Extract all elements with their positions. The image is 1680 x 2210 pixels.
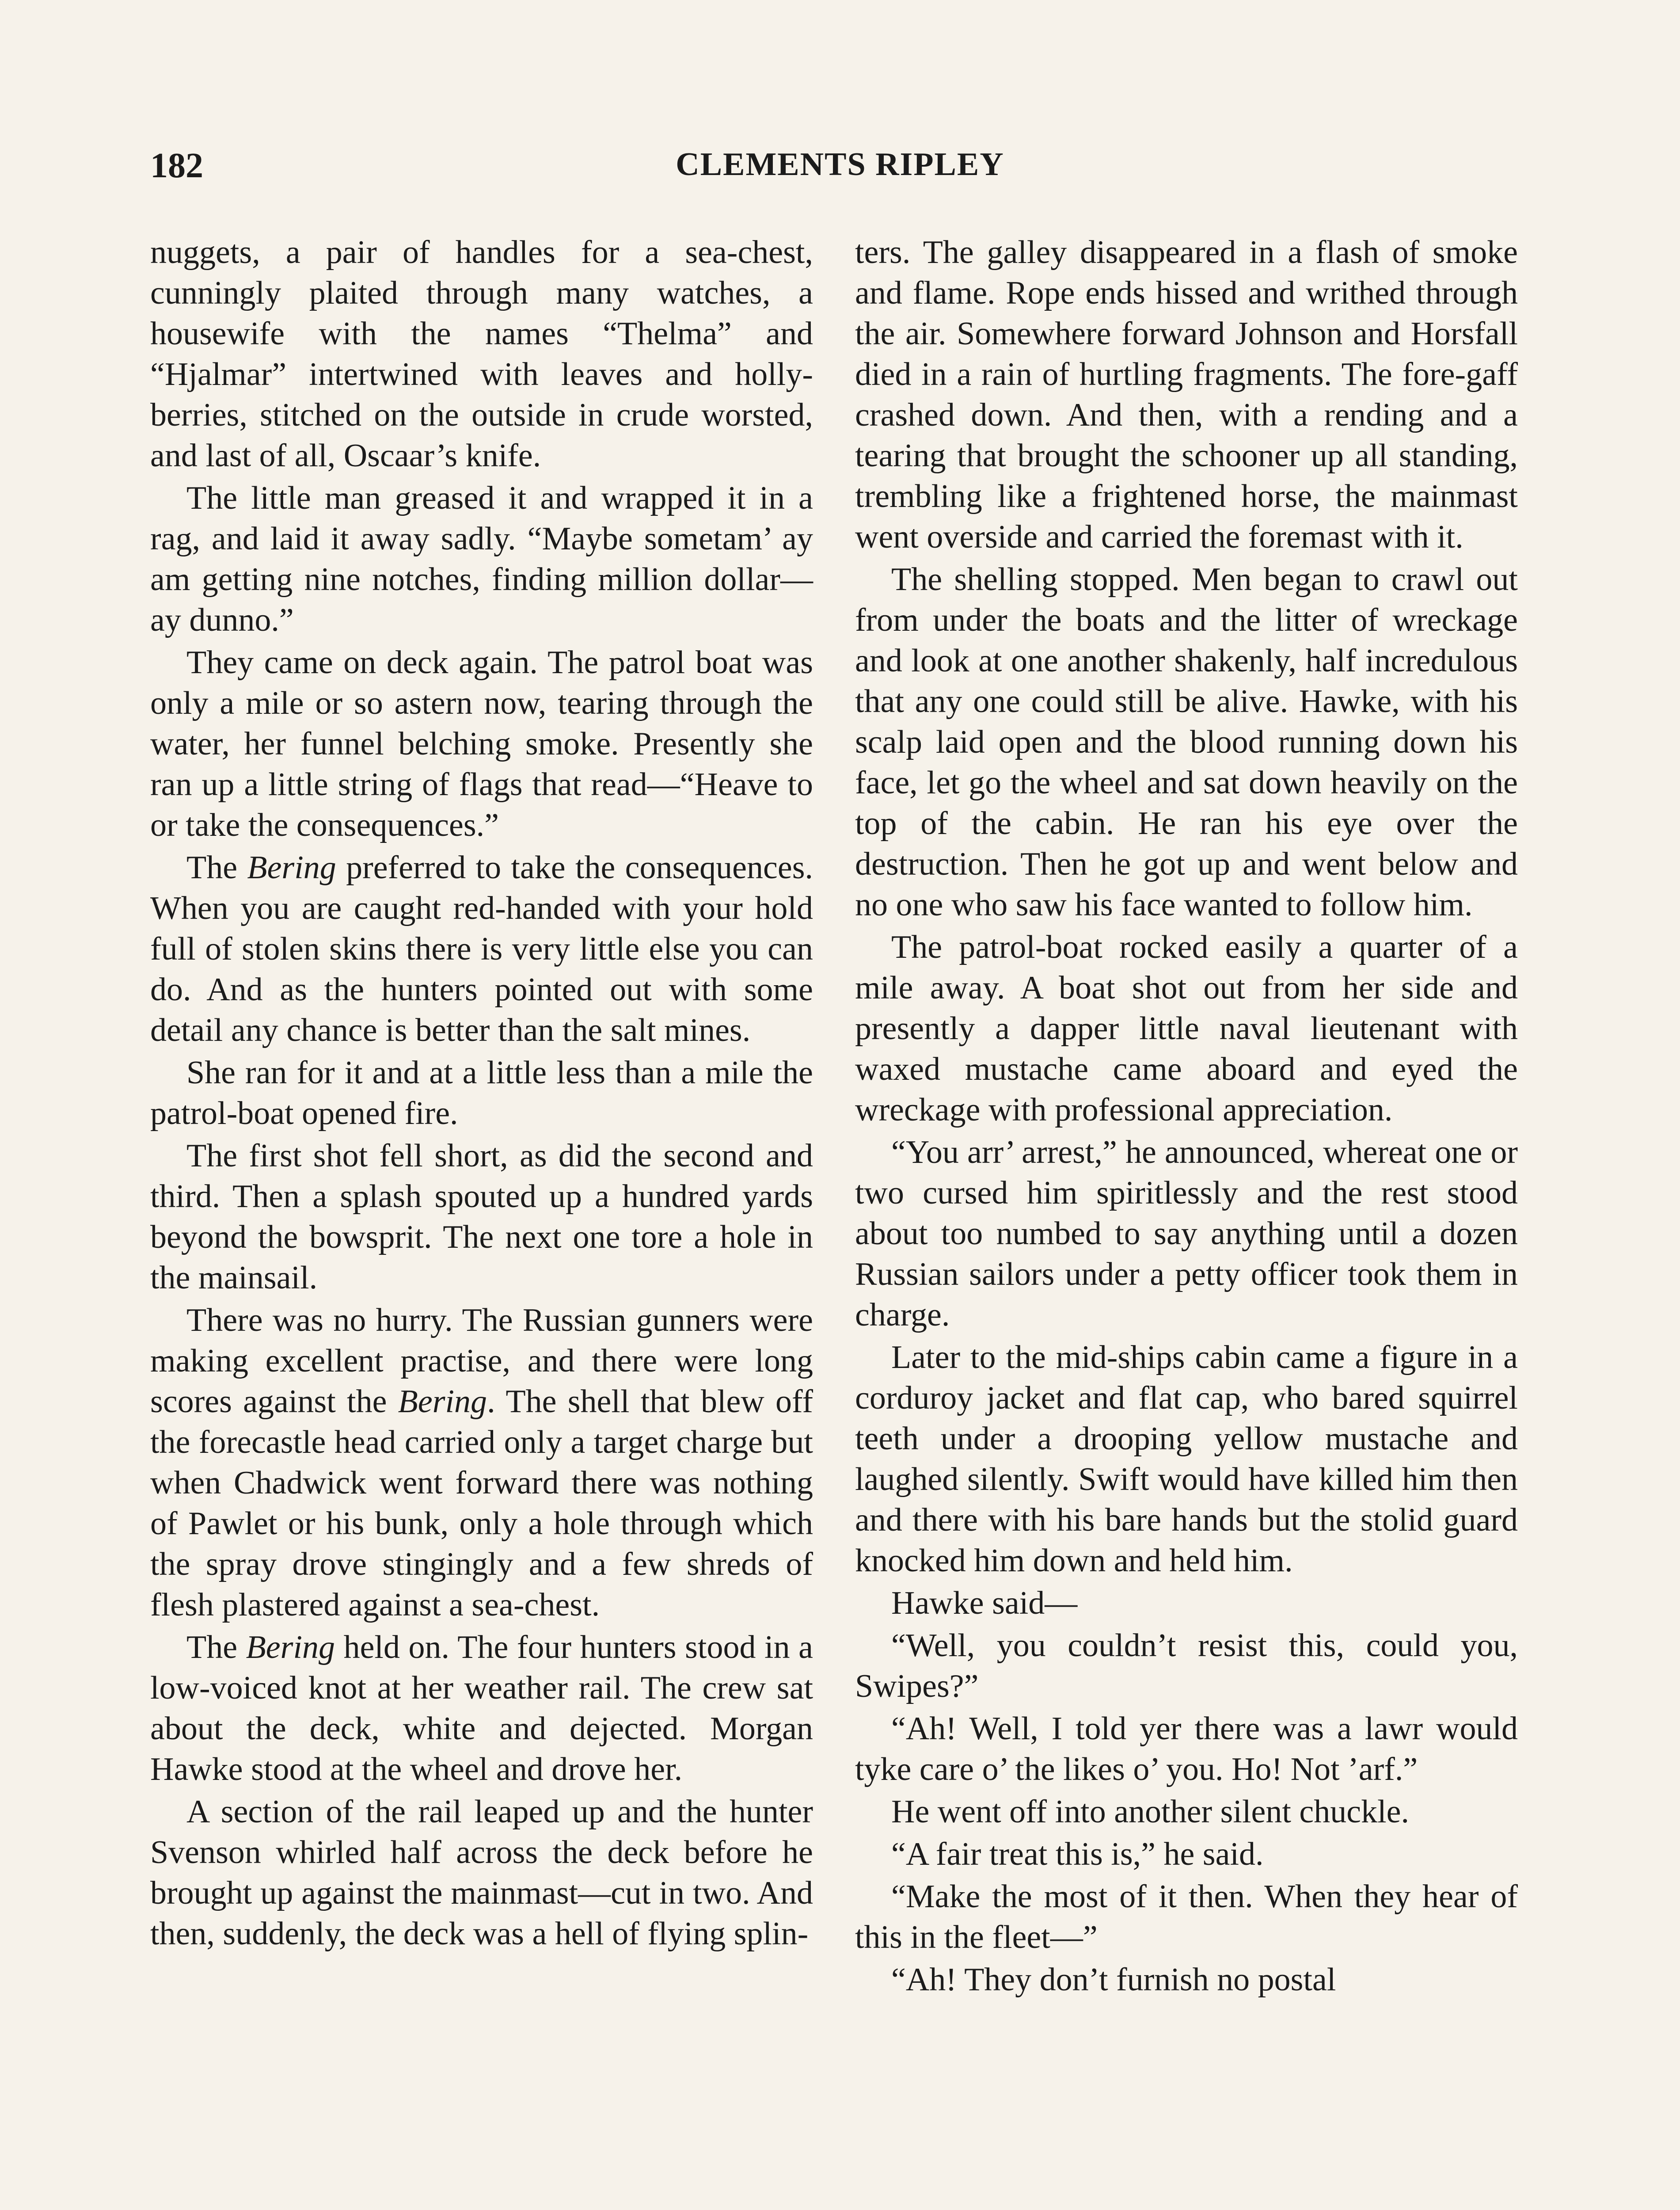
paragraph: The little man greased it and wrapped it in a rag, and laid it away sadly. “Maybe sometam’ ay am getting nine notches, finding million dollar—ay dunno.” (150, 480, 813, 638)
paragraph: The Bering held on. The four hunters stood in a low-voiced knot at her weather rail. The crew sat about the deck, white and dejected. Morgan Hawke stood at the wheel and drove her. (150, 1629, 813, 1787)
page-header (150, 146, 1530, 190)
paragraph: The Bering preferred to take the consequences. When you are caught red-handed with your hold full of stolen skins there is very little else you can do. And as the hunters pointed out with some detail any chance is better than the salt mines. (150, 850, 813, 1048)
paragraph: “Ah! Well, I told yer there was a lawr would tyke care o’ the likes o’ you. Ho! Not ’arf.” (855, 1711, 1518, 1787)
right-column (855, 232, 1518, 2002)
paragraph: “Ah! They don’t furnish no postal (891, 1962, 1336, 1998)
paragraph: “Well, you couldn’t resist this, could you, Swipes?” (855, 1627, 1518, 1704)
paragraph: There was no hurry. The Russian gunners were making excellent practise, and there were long scores against the Bering. The shell that blew off the forecastle head carried only a target charge but when Chadwick went forward there was nothing of Pawlet or his bunk, only a hole through which the spray drove stingingly and a few shreds of flesh plastered against a sea-chest. (150, 1302, 813, 1623)
paragraph: “A fair treat this is,” he said. (891, 1836, 1264, 1872)
paragraph: “Make the most of it then. When they hear of this in the fleet—” (855, 1878, 1518, 1955)
paragraph: He went off into another silent chuckle. (891, 1794, 1410, 1830)
running-head: CLEMENTS RIPLEY (676, 146, 1004, 183)
paragraph: They came on deck again. The patrol boat was only a mile or so astern now, tearing through the water, her funnel belching smoke. Presently she ran up a little string of flags that read—“Heave to or take the consequences.” (150, 644, 813, 843)
paragraph: Hawke said— (891, 1585, 1078, 1621)
paragraph: She ran for it and at a little less than a mile the patrol-boat opened fire. (150, 1055, 813, 1132)
ship-name: Bering (398, 1383, 487, 1420)
paragraph: “You arr’ arrest,” he announced, whereat one or two cursed him spiritlessly and the rest stood about too numbed to say anything until a dozen Russian sailors under a petty officer took them in charge. (855, 1134, 1518, 1333)
paragraph: ters. The galley disappeared in a flash of smoke and flame. Rope ends hissed and writhed through the air. Somewhere forward Johnson and Horsfall died in a rain of hurtling fragments. The fore-gaff crashed down. And then, with a rending and a tearing that brought the schooner up all standing, trembling like a frightened horse, the mainmast went overside and carried the foremast with it. (855, 234, 1518, 555)
left-column (150, 232, 813, 1956)
ship-name: Bering (246, 1629, 335, 1665)
paragraph: The first shot fell short, as did the second and third. Then a splash spouted up a hundred yards beyond the bowsprit. The next one tore a hole in the mainsail. (150, 1138, 813, 1296)
paragraph: The patrol-boat rocked easily a quarter of a mile away. A boat shot out from her side and presently a dapper little naval lieutenant with waxed mustache came aboard and eyed the wreckage with professional appreciation. (855, 929, 1518, 1128)
paragraph: nuggets, a pair of handles for a sea-chest, cunningly plaited through many watches, a housewife with the names “Thelma” and “Hjalmar” intertwined with leaves and holly-berries, stitched on the outside in crude worsted, and last of all, Oscaar’s knife. (150, 234, 813, 474)
paragraph: The shelling stopped. Men began to crawl out from under the boats and the litter of wreckage and look at one another shakenly, half incredulous that any one could still be alive. Hawke, with his scalp laid open and the blood running down his face, let go the wheel and sat down heavily on the top of the cabin. He ran his eye over the destruction. Then he got up and went below and no one who saw his face wanted to follow him. (855, 561, 1518, 923)
page-number: 182 (150, 146, 203, 185)
paragraph: Later to the mid-ships cabin came a figure in a corduroy jacket and flat cap, who bared squirrel teeth under a drooping yellow mustache and laughed silently. Swift would have killed him then and there with his bare hands but the stolid guard knocked him down and held him. (855, 1339, 1518, 1579)
ship-name: Bering (247, 850, 336, 886)
paragraph: A section of the rail leaped up and the hunter Svenson whirled half across the deck before he brought up against the mainmast—cut in two. And then, suddenly, the deck was a hell of flying splin- (150, 1794, 813, 1952)
